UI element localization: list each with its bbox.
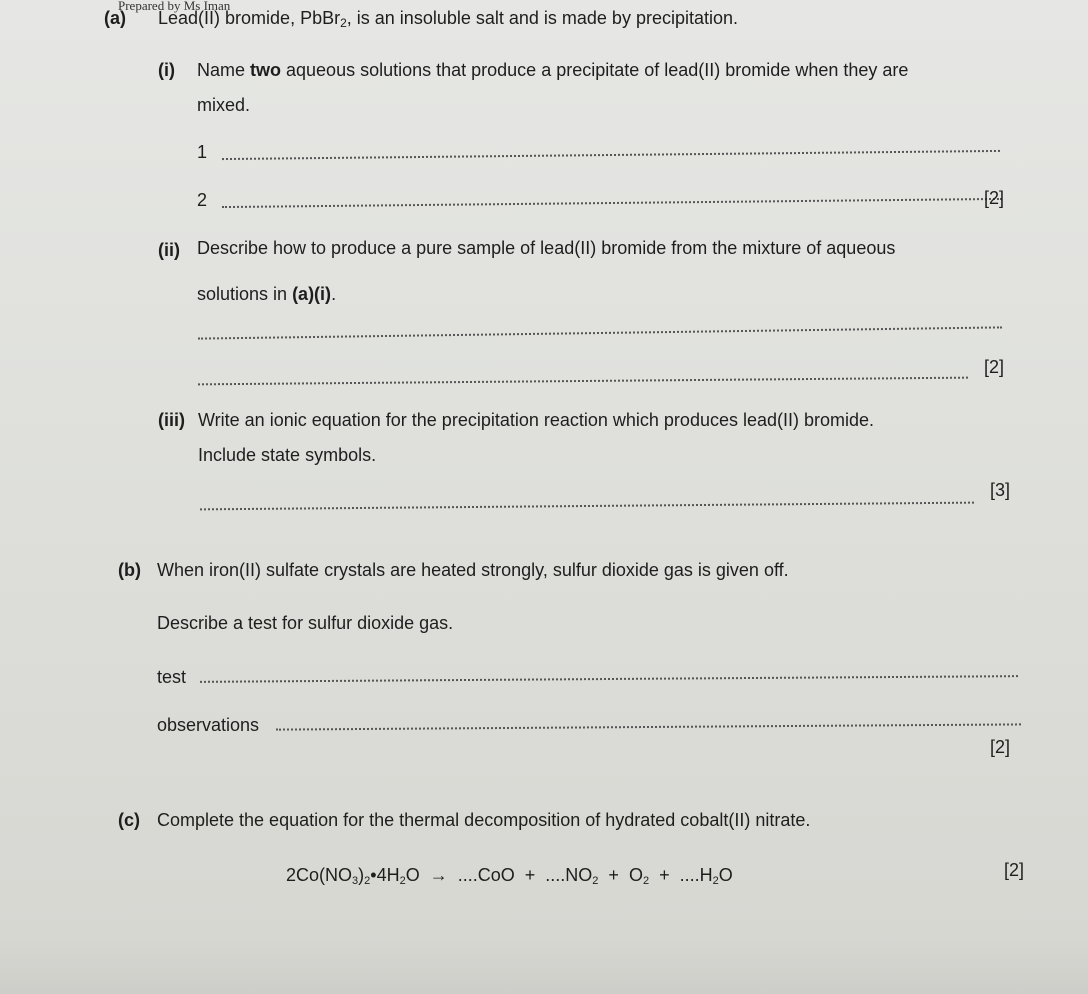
question-a-label: (a): [104, 8, 126, 28]
question-a-i-text: Name two aqueous solutions that produce a precipitate of lead(II) bromide when they are: [197, 60, 909, 80]
question-a-iii-text-line2: Include state symbols.: [198, 445, 377, 465]
test-label: test: [157, 667, 187, 687]
question-a-i-label: (i): [158, 60, 175, 80]
question-a-intro: Lead(II) bromide, PbBr$_2$, is an insoluble salt and is made by precipitation.: [158, 8, 738, 30]
answer-line-a-ii-1[interactable]: [198, 326, 1002, 339]
question-a-iii-text: Write an ionic equation for the precipitation reaction which produces lead(II) bromide.: [198, 410, 875, 430]
cobalt-nitrate-equation[interactable]: $2Co(NO_3)_2•4H_2O \to ....CoO + ....NO_2 + O_2 + ....H_2O$: [286, 865, 733, 887]
answer-line-2-number: 2: [197, 190, 208, 210]
answer-line-a-iii[interactable]: [200, 502, 974, 511]
marks-b: [2]: [990, 737, 1011, 757]
page-shadow: [0, 934, 1088, 994]
question-b-label: (b): [118, 560, 141, 580]
answer-line-a-ii-2[interactable]: [198, 377, 968, 386]
question-c-label: (c): [118, 810, 140, 830]
marks-a-ii: [2]: [984, 357, 1005, 377]
marks-a-i: [2]: [984, 188, 1005, 208]
answer-line-b-test[interactable]: [200, 675, 1018, 683]
marks-a-iii: [3]: [990, 480, 1011, 500]
question-b-text-line2: Describe a test for sulfur dioxide gas.: [157, 613, 454, 633]
prepared-by-header: Prepared by Ms Iman: [118, 0, 231, 13]
reaction-arrow: →: [429, 865, 448, 885]
observations-label: observations: [157, 715, 260, 735]
answer-line-1-number: 1: [197, 142, 208, 162]
answer-line-a-i-2[interactable]: [222, 198, 1002, 208]
question-a-ii-label: (ii): [158, 240, 180, 260]
question-c-text: Complete the equation for the thermal decomposition of hydrated cobalt(II) nitrate.: [157, 810, 811, 830]
question-a-ii-text: Describe how to produce a pure sample of lead(II) bromide from the mixture of aqueous: [197, 238, 896, 258]
answer-line-a-i-1[interactable]: [222, 150, 1000, 160]
question-a-i-text-line2: mixed.: [197, 95, 251, 115]
question-a-ii-text-line2: solutions in (a)(i).: [197, 284, 337, 304]
answer-line-b-observations[interactable]: [276, 723, 1021, 730]
marks-c: [2]: [1004, 860, 1025, 880]
question-a-iii-label: (iii): [158, 410, 185, 430]
question-b-text: When iron(II) sulfate crystals are heated strongly, sulfur dioxide gas is given off.: [157, 560, 789, 580]
